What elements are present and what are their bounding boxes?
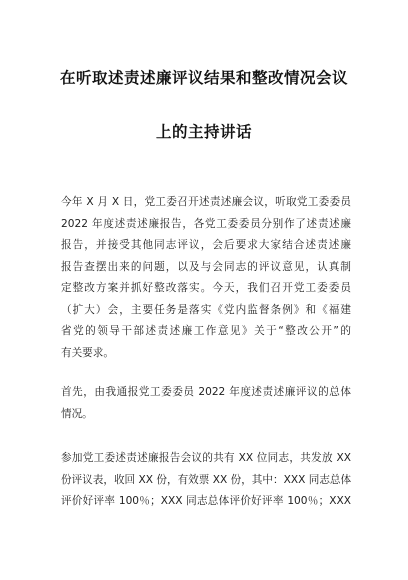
paragraph-line: 省党的领导干部述责述廉工作意见》关于“整改公开”的: [61, 325, 351, 337]
document-title-line-2: 上的主持讲话: [155, 123, 252, 141]
document-title-line-1: 在听取述责述廉评议结果和整改情况会议: [59, 69, 348, 87]
paragraph-line: （扩大）会，主要任务是落实《党内监督条例》和《福建: [61, 303, 351, 316]
paragraph-line: 报告查摆出来的问题，以及与会同志的评议意见，认真制: [61, 260, 351, 273]
paragraph-line: 情况。: [61, 407, 93, 420]
paragraph-line: 份评议表，收回 XX 份，有效票 XX 份，其中：XXX 同志总体: [61, 473, 352, 486]
paragraph-line: 评价好评率 100％；XXX 同志总体评价好评率 100％；XXX: [61, 495, 351, 507]
paragraph-meeting-overview: [61, 192, 351, 364]
paragraph-line: 有关要求。: [61, 346, 114, 359]
paragraph-line: 报告，并接受其他同志评议，会后要求大家结合述责述廉: [61, 239, 351, 251]
paragraph-evaluation-results: [61, 448, 351, 513]
paragraph-line: 定整改方案并抓好整改落实。今天，我们召开党工委委员: [61, 282, 351, 294]
paragraph-line: 首先，由我通报党工委委员 2022 年度述责述廉评议的总体: [61, 386, 351, 398]
paragraph-line: 参加党工委述责述廉报告会议的共有 XX 位同志，共发放 XX: [61, 452, 351, 464]
paragraph-line: 今年 X 月 X 日，党工委召开述责述廉会议，听取党工委委员: [61, 196, 351, 208]
paragraph-line: 2022 年度述责述廉报告，各党工委委员分别作了述责述廉: [61, 217, 351, 230]
paragraph-report-intro: [61, 382, 351, 425]
